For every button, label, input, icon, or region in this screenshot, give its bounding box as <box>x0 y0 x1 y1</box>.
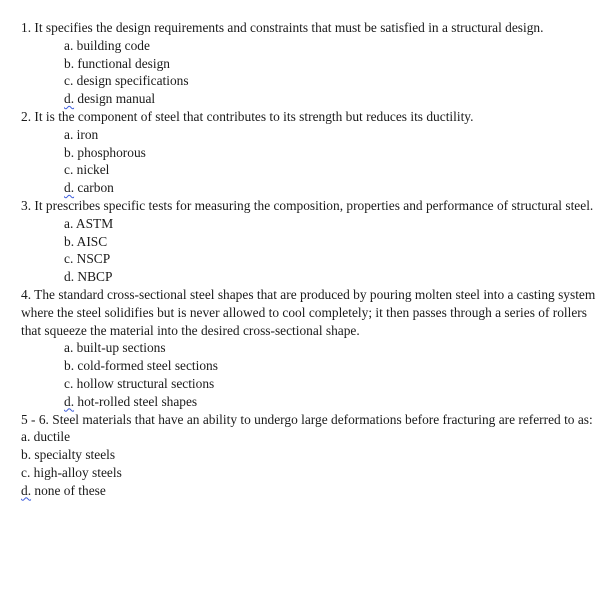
question-2-option-b <box>21 144 596 162</box>
option-letter: c. <box>64 251 74 267</box>
option-text: iron <box>76 126 99 142</box>
question-5-6 <box>21 411 596 500</box>
question-2-option-a <box>21 126 596 144</box>
question-4-option-c <box>21 375 596 393</box>
question-1-option-a <box>21 37 596 55</box>
option-letter: b. <box>64 358 75 374</box>
option-letter: a. <box>64 37 74 53</box>
question-3-option-c <box>21 250 596 268</box>
question-2-text: 2. It is the component of steel that contributes to its strength but reduces its ductility. <box>21 108 474 124</box>
question-4 <box>21 286 596 411</box>
option-letter: b. <box>64 55 75 71</box>
option-letter-squiggle: d. <box>21 482 32 498</box>
question-2-option-d <box>21 179 596 197</box>
option-text: high-alloy steels <box>33 464 122 480</box>
option-letter: a. <box>21 429 31 445</box>
option-letter-squiggle: d. <box>64 393 75 409</box>
question-3-option-a <box>21 215 596 233</box>
option-text: AISC <box>76 233 108 249</box>
option-text: NBCP <box>77 269 113 285</box>
question-5-6-option-b <box>21 446 596 464</box>
question-5-6-option-c <box>21 464 596 482</box>
option-letter: d. <box>64 269 75 285</box>
option-text: NSCP <box>76 251 111 267</box>
option-text: specialty steels <box>34 447 116 463</box>
option-text: none of these <box>34 482 106 498</box>
option-text: cold-formed steel sections <box>77 358 218 374</box>
option-text: design specifications <box>76 73 189 89</box>
option-letter-squiggle: d. <box>64 180 75 196</box>
option-text: ductile <box>33 429 71 445</box>
option-text: hot-rolled steel shapes <box>77 393 198 409</box>
option-letter: c. <box>64 162 74 178</box>
question-4-option-d <box>21 393 596 411</box>
option-text: phosphorous <box>77 144 146 160</box>
question-5-6-text: 5 - 6. Steel materials that have an ability to undergo large deformations before fracturing are referred to as: <box>21 411 593 427</box>
option-text: hollow structural sections <box>76 375 215 391</box>
option-letter: c. <box>64 73 74 89</box>
question-3-option-b <box>21 233 596 251</box>
option-letter: b. <box>64 144 75 160</box>
question-3 <box>21 197 596 286</box>
question-2 <box>21 108 596 197</box>
option-letter: a. <box>64 215 74 231</box>
question-5-6-option-a <box>21 428 596 446</box>
option-text: functional design <box>77 55 171 71</box>
option-letter: b. <box>21 447 32 463</box>
question-2-option-c <box>21 161 596 179</box>
question-1-option-b <box>21 55 596 73</box>
question-4-text: 4. The standard cross-sectional steel shapes that are produced by pouring molten steel into a casting system where the steel solidifies but is never allowed to cool completely; it then passes through a series of rollers that squeeze the material into the desired cross-sectional shape. <box>21 286 596 338</box>
option-letter: a. <box>64 340 74 356</box>
option-text: carbon <box>77 180 114 196</box>
option-letter: b. <box>64 233 75 249</box>
question-4-option-a <box>21 339 596 357</box>
question-1-option-c <box>21 72 596 90</box>
question-3-text: 3. It prescribes specific tests for measuring the composition, properties and performance of structural steel. <box>21 197 594 213</box>
question-5-6-option-d <box>21 482 596 500</box>
option-letter: a. <box>64 126 74 142</box>
question-1-option-d <box>21 90 596 108</box>
question-3-option-d <box>21 268 596 286</box>
option-text: nickel <box>76 162 110 178</box>
option-text: built-up sections <box>76 340 166 356</box>
option-text: building code <box>76 37 150 53</box>
option-letter-squiggle: d. <box>64 91 75 107</box>
question-1 <box>21 19 596 108</box>
option-text: ASTM <box>75 215 114 231</box>
question-1-text: 1. It specifies the design requirements and constraints that must be satisfied in a structural design. <box>21 20 544 35</box>
option-text: design manual <box>77 91 156 107</box>
document-page <box>21 19 596 500</box>
option-letter: c. <box>64 375 74 391</box>
option-letter: c. <box>21 464 31 480</box>
question-4-option-b <box>21 357 596 375</box>
